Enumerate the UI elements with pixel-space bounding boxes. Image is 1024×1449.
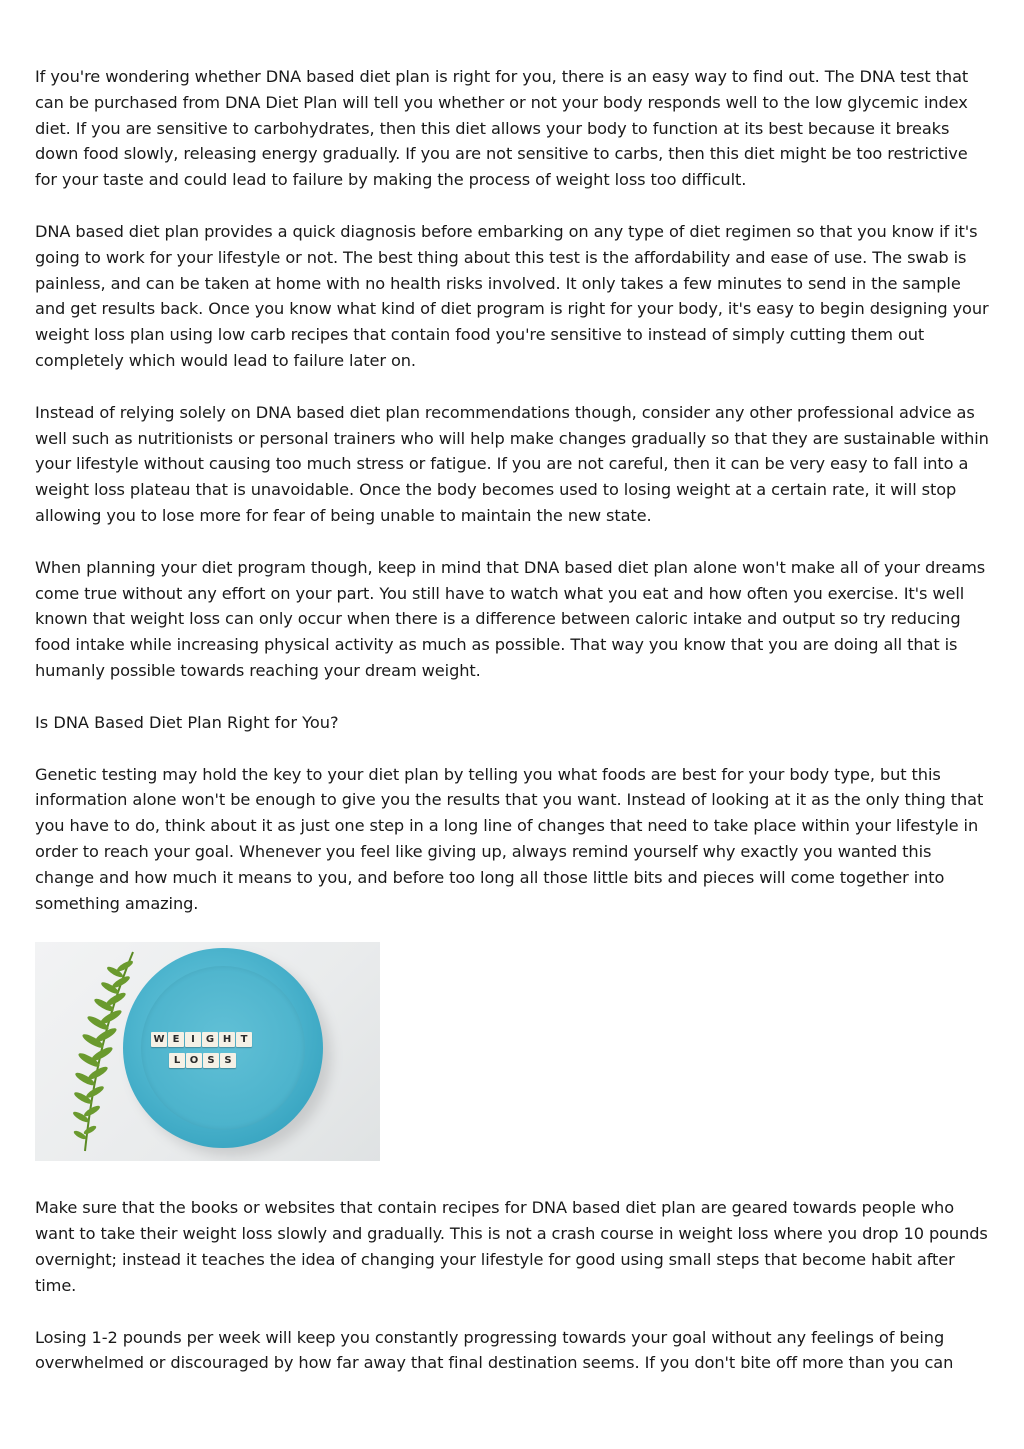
tile-row-loss (169, 1053, 261, 1068)
paragraph-dna-test: If you're wondering whether DNA based diet plan is right for you, there is an easy way to find out. The DNA test that can be purchased from DNA Diet Plan will tell you whether or not your body responds well to the low glycemic index diet. If you are sensitive to carbohydrates, then this diet allows your body to function at its best because it breaks down food slowly, releasing energy gradually. If you are not sensitive to carbs, then this diet might be too restrictive for your taste and could lead to failure by making the process of weight loss too difficult. (35, 67, 969, 190)
letter-tile: W (151, 1032, 167, 1047)
letter-tile: S (220, 1053, 236, 1068)
paragraph-quick-diagnosis: DNA based diet plan provides a quick diagnosis before embarking on any type of diet regimen so that you know if it's going to work for your lifestyle or not. The best thing about this test is the affordability and ease of use. The swab is painless, and can be taken at home with no health risks involved. It only takes a few minutes to send in the sample and get results back. Once you know what kind of diet program is right for your body, it's easy to begin designing your weight loss plan using low carb recipes that contain food you're sensitive to instead of simply cutting them out completely which would lead to failure later on. (35, 221, 989, 370)
letter-tile: H (219, 1032, 235, 1047)
paragraph-losing-pounds: Losing 1-2 pounds per week will keep you constantly progressing towards your goal without any feelings of being overwhelmed or discouraged by how far away that final destination seems. If you don't bite off more than you can (35, 1327, 954, 1373)
tile-row-weight (151, 1032, 261, 1047)
weight-loss-image (35, 942, 380, 1161)
letter-tile: L (169, 1053, 185, 1068)
letter-tile: O (186, 1053, 202, 1068)
paragraph-recipes: Make sure that the books or websites that contain recipes for DNA based diet plan are geared towards people who want to take their weight loss slowly and gradually. This is not a crash course in weight loss where you drop 10 pounds overnight; instead it teaches the idea of changing your lifestyle for good using small steps that become habit after time. (35, 1198, 988, 1295)
letter-tile: T (236, 1032, 252, 1047)
letter-tile: E (168, 1032, 184, 1047)
letter-tiles (151, 1032, 261, 1074)
letter-tile: I (185, 1032, 201, 1047)
document-page (35, 64, 993, 1402)
paragraph-genetic-testing: Genetic testing may hold the key to your diet plan by telling you what foods are best for your body type, but this information alone won't be enough to give you the results that you want. Instead of looking at it as the only thing that you have to do, think about it as just one step in a long line of changes that need to take place within your lifestyle in order to reach your goal. Whenever you feel like giving up, always remind yourself why exactly you wanted this change and how much it means to you, and before too long all those little bits and pieces will come together into something amazing. (35, 764, 984, 913)
section-heading: Is DNA Based Diet Plan Right for You? (35, 712, 339, 732)
paragraph-professional-advice: Instead of relying solely on DNA based diet plan recommendations though, consider any other professional advice as well such as nutritionists or personal trainers who will help make changes gradually so that they are sustainable within your lifestyle without causing too much stress or fatigue. If you are not careful, then it can be very easy to fall into a weight loss plateau that is unavoidable. Once the body becomes used to losing weight at a certain rate, it will stop allowing you to lose more for fear of being unable to maintain the new state. (35, 402, 989, 525)
paragraph-planning: When planning your diet program though, keep in mind that DNA based diet plan alone won't make all of your dreams come true without any effort on your part. You still have to watch what you eat and how often you exercise. It's well known that weight loss can only occur when there is a difference between caloric intake and output so try reducing food intake while increasing physical activity as much as possible. That way you know that you are doing all that is humanly possible towards reaching your dream weight. (35, 557, 986, 680)
letter-tile: G (202, 1032, 218, 1047)
letter-tile: S (203, 1053, 219, 1068)
